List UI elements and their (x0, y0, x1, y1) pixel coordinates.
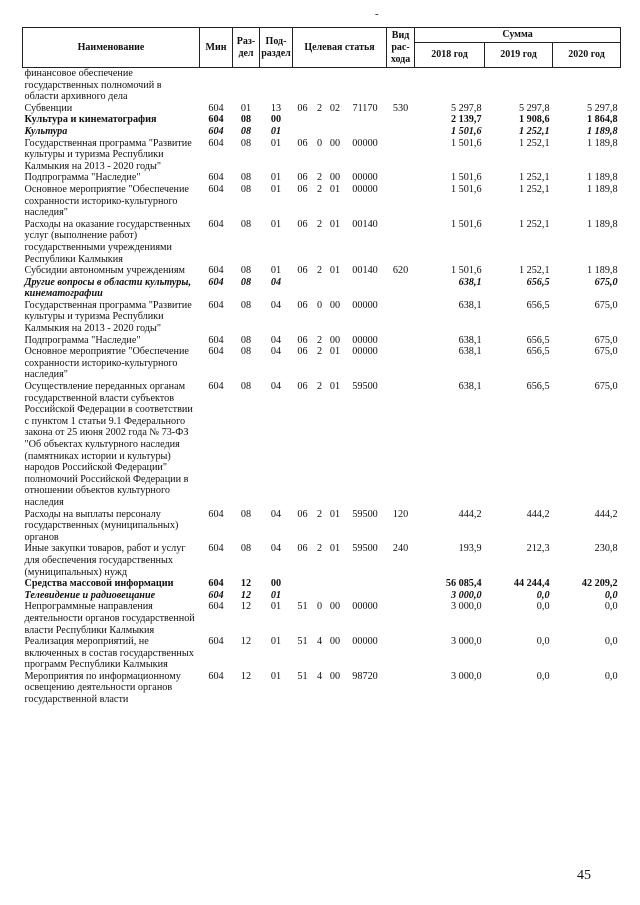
row-sum-2020: 1 189,8 (587, 183, 618, 195)
row-sum-2019: 656,5 (526, 276, 550, 288)
row-name: Основное мероприятие "Обеспечение сохранности историко-культурного наследия" (24, 346, 189, 381)
row-name: Иные закупки товаров, работ и услуг для обеспечения государственных (муниципальных) нужд (24, 543, 186, 578)
row-sum-2019: 1 252,1 (518, 265, 550, 277)
row-sum-2020: 1 189,8 (587, 137, 618, 149)
row-sum-2018: 2 139,7 (450, 114, 482, 126)
row-target-event (327, 277, 344, 300)
row-target-subprogram: 2 (316, 218, 323, 230)
row-razdel: 12 (240, 601, 252, 613)
row-target-subprogram: 2 (316, 183, 323, 195)
row-name: Мероприятия по информационному освещению деятельности органов государственной власти (24, 670, 181, 706)
row-razdel: 01 (240, 102, 252, 114)
row-name: Средства массовой информации (24, 578, 174, 590)
row-name: Телевидение и радиовещание (24, 589, 156, 601)
table-row (23, 671, 621, 706)
row-expense-type (387, 126, 415, 138)
table-row (23, 138, 621, 173)
row-expense-type (387, 590, 415, 602)
row-target-event: 01 (329, 265, 341, 277)
row-target-program: 06 (297, 218, 308, 230)
row-target-event (327, 126, 344, 138)
row-podrazdel: 04 (270, 334, 282, 346)
row-razdel: 12 (240, 670, 252, 682)
row-target-subprogram: 0 (316, 601, 323, 613)
budget-table (22, 27, 621, 706)
row-target-subprogram (313, 126, 327, 138)
row-sum-2020: 0,0 (604, 636, 618, 648)
row-expense-type (387, 114, 415, 126)
table-row (23, 172, 621, 184)
row-sum-2020: 0,0 (604, 601, 618, 613)
row-target-direction: 59500 (352, 381, 378, 393)
table-row (23, 578, 621, 590)
row-sum-2018: 638,1 (458, 381, 482, 393)
row-sum-2020: 230,8 (594, 543, 618, 555)
header-2019: 2019 год (485, 43, 553, 68)
row-sum-2019: 656,5 (526, 381, 550, 393)
row-target-event: 01 (329, 381, 341, 393)
row-min: 604 (208, 670, 224, 682)
table-row (23, 509, 621, 544)
row-sum-2019 (485, 68, 553, 103)
row-target-program (293, 114, 313, 126)
row-podrazdel: 01 (270, 137, 282, 149)
row-target-event: 01 (329, 508, 341, 520)
row-target-direction (344, 114, 387, 126)
row-target-program: 06 (297, 265, 308, 277)
header-min: Мин (200, 28, 233, 68)
row-expense-type: 620 (392, 265, 409, 277)
row-name: Расходы на выплаты персоналу государственных (муниципальных) органов (24, 508, 179, 543)
row-expense-type (387, 172, 415, 184)
row-target-event (327, 590, 344, 602)
row-min: 604 (208, 636, 224, 648)
row-sum-2020: 675,0 (594, 346, 618, 358)
row-sum-2019: 1 252,1 (518, 183, 550, 195)
row-target-subprogram: 2 (316, 543, 323, 555)
row-name: Подпрограмма "Наследие" (24, 172, 141, 184)
row-target-direction: 00000 (352, 636, 378, 648)
row-razdel: 12 (240, 589, 252, 601)
row-expense-type (387, 578, 415, 590)
row-expense-type (387, 300, 415, 335)
table-row (23, 636, 621, 671)
page-number: 45 (577, 868, 591, 883)
row-name: Подпрограмма "Наследие" (24, 334, 141, 346)
row-target-program (293, 590, 313, 602)
row-podrazdel: 01 (270, 601, 282, 613)
row-sum-2018: 3 000,0 (450, 670, 482, 682)
row-target-event (327, 578, 344, 590)
row-min: 604 (208, 589, 224, 601)
row-sum-2019: 1 252,1 (518, 218, 550, 230)
row-target-event: 00 (329, 670, 341, 682)
row-razdel (233, 68, 260, 103)
row-sum-2019: 0,0 (536, 636, 550, 648)
row-sum-2018: 3 000,0 (450, 589, 482, 601)
row-target-direction: 00000 (352, 334, 378, 346)
table-header (23, 28, 621, 68)
table-row (23, 126, 621, 138)
header-vid: Вид рас- хода (387, 28, 415, 68)
table-row (23, 590, 621, 602)
table-row (23, 543, 621, 578)
row-name: Субсидии автономным учреждениям (24, 265, 185, 277)
table-row (23, 346, 621, 381)
header-podrazdel: Под- раздел (260, 28, 293, 68)
row-target-subprogram: 2 (316, 346, 323, 358)
row-sum-2020: 0,0 (604, 670, 618, 682)
row-target-subprogram (313, 68, 327, 103)
row-expense-type: 530 (392, 102, 409, 114)
row-sum-2019: 656,5 (526, 334, 550, 346)
row-sum-2018: 1 501,6 (450, 172, 482, 184)
row-podrazdel: 01 (270, 183, 282, 195)
row-razdel: 08 (240, 183, 252, 195)
table-row (23, 114, 621, 126)
row-sum-2018: 1 501,6 (450, 137, 482, 149)
row-sum-2019: 656,5 (526, 299, 550, 311)
row-target-subprogram: 2 (316, 381, 323, 393)
row-target-program: 51 (297, 670, 308, 682)
row-expense-type (387, 381, 415, 509)
row-sum-2020: 444,2 (594, 508, 618, 520)
row-target-event (327, 114, 344, 126)
row-sum-2018: 444,2 (458, 508, 482, 520)
row-target-event: 01 (329, 543, 341, 555)
row-sum-2018: 1 501,6 (450, 265, 482, 277)
row-min: 604 (208, 172, 224, 184)
row-sum-2020: 675,0 (594, 381, 618, 393)
row-target-event (327, 68, 344, 103)
row-target-direction (344, 578, 387, 590)
row-target-subprogram (313, 578, 327, 590)
row-sum-2020: 1 864,8 (587, 114, 618, 126)
row-razdel: 08 (240, 334, 252, 346)
row-target-program: 06 (297, 102, 308, 114)
row-target-subprogram (313, 590, 327, 602)
row-expense-type (387, 68, 415, 103)
row-razdel: 12 (240, 636, 252, 648)
row-name: Государственная программа "Развитие культуры и туризма Республики Калмыкия на 2013 - 2020 годы" (24, 137, 192, 172)
table-row (23, 184, 621, 219)
row-sum-2018: 3 000,0 (450, 601, 482, 613)
row-target-direction: 00000 (352, 299, 378, 311)
row-target-program: 06 (297, 334, 308, 346)
table-row (23, 601, 621, 636)
row-podrazdel: 04 (270, 508, 282, 520)
row-podrazdel: 01 (270, 636, 282, 648)
row-target-direction: 00140 (352, 218, 378, 230)
row-name: Непрограммные направления деятельности органов государственной власти Республики Калмыкия (24, 601, 195, 636)
row-expense-type (387, 138, 415, 173)
table-row (23, 335, 621, 347)
row-sum-2019: 1 908,6 (518, 114, 550, 126)
top-mark: - (375, 8, 379, 20)
row-podrazdel: 04 (270, 543, 282, 555)
row-min: 604 (208, 102, 224, 114)
row-target-event: 01 (329, 346, 341, 358)
row-target-program (293, 68, 313, 103)
row-target-event: 01 (329, 218, 341, 230)
row-target-program: 06 (297, 137, 308, 149)
row-target-program: 06 (297, 508, 308, 520)
row-sum-2020: 675,0 (594, 334, 618, 346)
row-min (200, 68, 233, 103)
row-target-direction (344, 126, 387, 138)
row-target-program: 06 (297, 172, 308, 184)
row-min: 604 (208, 125, 224, 137)
row-target-event: 00 (329, 636, 341, 648)
row-sum-2019: 444,2 (526, 508, 550, 520)
row-target-direction: 00000 (352, 137, 378, 149)
row-sum-2019: 212,3 (526, 543, 550, 555)
row-sum-2019: 0,0 (536, 670, 550, 682)
row-target-subprogram: 0 (316, 299, 323, 311)
header-sum: Сумма (415, 28, 621, 43)
row-min: 604 (208, 114, 224, 126)
row-target-direction (344, 277, 387, 300)
row-sum-2018: 193,9 (458, 543, 482, 555)
row-expense-type (387, 219, 415, 265)
row-sum-2019: 1 252,1 (518, 172, 550, 184)
row-target-program (293, 578, 313, 590)
row-razdel: 08 (240, 299, 252, 311)
row-target-subprogram: 4 (316, 636, 323, 648)
table-row (23, 265, 621, 277)
row-podrazdel: 01 (270, 589, 282, 601)
row-target-program (293, 277, 313, 300)
row-sum-2020: 1 189,8 (587, 265, 618, 277)
row-target-subprogram: 2 (316, 102, 323, 114)
row-razdel: 08 (240, 543, 252, 555)
row-razdel: 12 (240, 578, 252, 590)
row-min: 604 (208, 601, 224, 613)
row-target-event: 00 (329, 299, 341, 311)
row-target-direction: 00000 (352, 183, 378, 195)
row-sum-2019: 656,5 (526, 346, 550, 358)
row-expense-type (387, 601, 415, 636)
row-podrazdel: 01 (270, 670, 282, 682)
row-name: Субвенции (24, 102, 73, 114)
row-sum-2020: 1 189,8 (587, 172, 618, 184)
row-target-program: 06 (297, 346, 308, 358)
row-target-subprogram (313, 114, 327, 126)
row-name: финансовое обеспечение государственных полномочий в области архивного дела (24, 68, 162, 103)
row-sum-2018: 56 085,4 (445, 578, 482, 590)
row-target-event: 01 (329, 183, 341, 195)
row-sum-2018: 638,1 (458, 334, 482, 346)
row-name: Другие вопросы в области культуры, кинематографии (24, 276, 192, 300)
row-podrazdel: 01 (270, 172, 282, 184)
row-target-direction: 00000 (352, 172, 378, 184)
row-razdel: 08 (240, 218, 252, 230)
row-target-program: 06 (297, 381, 308, 393)
row-expense-type (387, 346, 415, 381)
row-min: 604 (208, 276, 224, 288)
row-podrazdel: 01 (270, 218, 282, 230)
row-target-direction: 00000 (352, 346, 378, 358)
row-min: 604 (208, 265, 224, 277)
row-razdel: 08 (240, 381, 252, 393)
row-sum-2018: 638,1 (458, 276, 482, 288)
row-expense-type: 120 (392, 508, 409, 520)
row-target-event: 00 (329, 137, 341, 149)
row-razdel: 08 (240, 346, 252, 358)
row-sum-2020: 675,0 (594, 299, 618, 311)
row-sum-2018: 1 501,6 (450, 183, 482, 195)
table-row (23, 277, 621, 300)
row-sum-2018 (415, 68, 485, 103)
row-sum-2018: 3 000,0 (450, 636, 482, 648)
row-target-direction: 00000 (352, 601, 378, 613)
row-sum-2019: 44 244,4 (513, 578, 550, 590)
row-sum-2019: 5 297,8 (518, 102, 550, 114)
row-podrazdel: 04 (270, 346, 282, 358)
header-2018: 2018 год (415, 43, 485, 68)
row-min: 604 (208, 183, 224, 195)
row-name: Осуществление переданных органам государственной власти субъектов Российской Федерации в соответствии с пунктом 1 статьи 9.1 Федерального закона от 25 июня 2002 года № 73-ФЗ "Об объектах культурного наследия (памятниках истории и культуры) народов Российской Федерации" полномочий Российской Федерации в отношении объектов культурного наследия (24, 381, 193, 508)
row-target-program: 06 (297, 183, 308, 195)
row-target-program (293, 126, 313, 138)
row-name: Реализация мероприятий, не включенных в состав государственных программ Республики Калмыкия (24, 636, 194, 671)
row-target-subprogram: 4 (316, 670, 323, 682)
row-target-subprogram (313, 277, 327, 300)
header-razdel: Раз- дел (233, 28, 260, 68)
table-row (23, 381, 621, 509)
row-sum-2020: 5 297,8 (587, 102, 618, 114)
table-row (23, 103, 621, 115)
row-razdel: 08 (240, 137, 252, 149)
row-target-subprogram: 2 (316, 334, 323, 346)
row-razdel: 08 (240, 114, 252, 126)
row-target-program: 06 (297, 543, 308, 555)
row-expense-type (387, 671, 415, 706)
table-row (23, 300, 621, 335)
row-target-program: 06 (297, 299, 308, 311)
row-podrazdel: 04 (270, 381, 282, 393)
table-row (23, 219, 621, 265)
row-sum-2020: 1 189,8 (587, 125, 618, 137)
row-expense-type (387, 277, 415, 300)
row-target-direction: 71170 (352, 102, 378, 114)
row-min: 604 (208, 137, 224, 149)
row-sum-2019: 0,0 (536, 601, 550, 613)
row-target-event: 00 (329, 601, 341, 613)
row-name: Расходы на оказание государственных услуг (выполнение работ) государственными учреждениями Республики Калмыкия (24, 218, 191, 265)
row-name: Культура и кинематография (24, 114, 157, 126)
row-target-direction: 00140 (352, 265, 378, 277)
row-podrazdel (260, 68, 293, 103)
row-podrazdel: 00 (270, 578, 282, 590)
row-min: 604 (208, 508, 224, 520)
row-min: 604 (208, 346, 224, 358)
row-sum-2018: 638,1 (458, 299, 482, 311)
row-target-direction: 59500 (352, 508, 378, 520)
row-razdel: 08 (240, 172, 252, 184)
row-target-event: 00 (329, 334, 341, 346)
row-expense-type: 240 (392, 543, 409, 555)
row-min: 604 (208, 381, 224, 393)
row-min: 604 (208, 578, 224, 590)
row-razdel: 08 (240, 276, 252, 288)
row-target-subprogram: 2 (316, 265, 323, 277)
header-name: Наименование (23, 28, 200, 68)
row-razdel: 08 (240, 125, 252, 137)
row-podrazdel: 04 (270, 299, 282, 311)
row-sum-2018: 1 501,6 (450, 218, 482, 230)
row-sum-2019: 1 252,1 (518, 137, 550, 149)
row-podrazdel: 01 (270, 125, 282, 137)
row-target-direction (344, 590, 387, 602)
row-expense-type (387, 335, 415, 347)
row-sum-2020: 1 189,8 (587, 218, 618, 230)
row-sum-2018: 1 501,6 (450, 125, 482, 137)
row-target-direction: 59500 (352, 543, 378, 555)
header-target: Целевая статья (293, 28, 387, 68)
row-sum-2019: 1 252,1 (518, 125, 550, 137)
row-sum-2020: 0,0 (604, 589, 618, 601)
row-sum-2018: 638,1 (458, 346, 482, 358)
row-target-program: 51 (297, 601, 308, 613)
row-sum-2020: 42 209,2 (581, 578, 618, 590)
row-sum-2019: 0,0 (536, 589, 550, 601)
header-2020: 2020 год (553, 43, 621, 68)
row-min: 604 (208, 543, 224, 555)
row-target-event: 00 (329, 172, 341, 184)
row-target-program: 51 (297, 636, 308, 648)
row-sum-2018: 5 297,8 (450, 102, 482, 114)
row-podrazdel: 00 (270, 114, 282, 126)
row-sum-2020 (553, 68, 621, 103)
row-target-direction (344, 68, 387, 103)
row-name: Государственная программа "Развитие культуры и туризма Республики Калмыкия на 2013 - 2020 годы" (24, 299, 192, 335)
row-name: Культура (24, 125, 68, 137)
row-podrazdel: 01 (270, 265, 282, 277)
row-sum-2020: 675,0 (594, 276, 618, 288)
row-razdel: 08 (240, 265, 252, 277)
row-min: 604 (208, 334, 224, 346)
row-podrazdel: 13 (270, 102, 282, 114)
row-name: Основное мероприятие "Обеспечение сохранности историко-культурного наследия" (24, 183, 189, 219)
row-target-subprogram: 2 (316, 172, 323, 184)
row-target-event: 02 (329, 102, 341, 114)
table-body (23, 68, 621, 706)
row-min: 604 (208, 299, 224, 311)
row-expense-type (387, 184, 415, 219)
row-razdel: 08 (240, 508, 252, 520)
row-target-subprogram: 2 (316, 508, 323, 520)
table-row (23, 68, 621, 103)
row-expense-type (387, 636, 415, 671)
row-target-subprogram: 0 (316, 137, 323, 149)
row-target-direction: 98720 (352, 670, 378, 682)
row-podrazdel: 04 (270, 276, 282, 288)
row-min: 604 (208, 218, 224, 230)
